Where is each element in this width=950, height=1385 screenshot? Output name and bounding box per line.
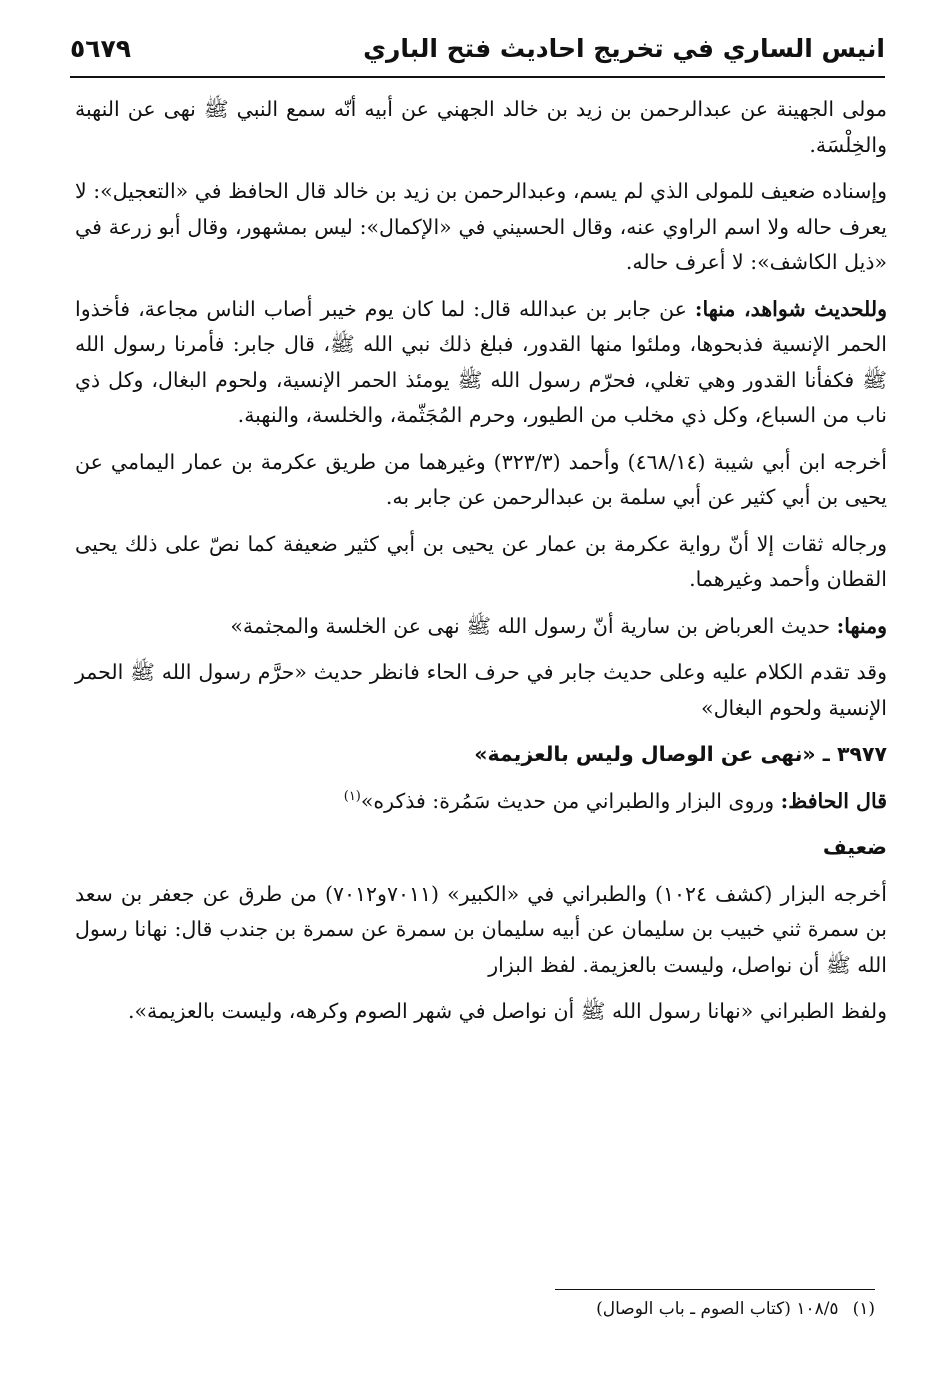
paragraph-hadith-continuation: مولى الجهينة عن عبدالرحمن بن زيد بن خالد الجهني عن أبيه أنّه سمع النبي ﷺ نهى عن النهبة والخِلْسَة. [75, 97, 887, 157]
paragraph-takhrij-bazzar: أخرجه البزار (كشف ١٠٢٤) والطبراني في «الكبير» (٧٠١١و٧٠١٢) من طرق عن جعفر بن سعد بن سمرة ثني خبيب بن سليمان عن أبيه سليمان بن سمرة عن سمرة بن جندب قال: نهانا رسول الله ﷺ أن نواصل، وليست بالعزيمة. لفظ البزار [75, 881, 887, 977]
supporting-narrations-text: عن جابر بن عبدالله قال: لما كان يوم خيبر أصاب الناس مجاعة، فأخذوا الحمر الإنسية فذبحوها، وملئوا منها القدور، فبلغ ذلك نبي الله ﷺ، قال جابر: فأمرنا رسول الله ﷺ فكفأنا القدور وهي تغلي، فحرّم رسول الله ﷺ يومئذ الحمر الإنسية، ولحوم البغال، وكل ذي ناب من السباع، وكل ذي مخلب من الطيور، وحرم المُجَثّمة، والخلسة، والنهبة. [75, 296, 887, 427]
paragraph-narrators-note: ورجاله ثقات إلا أنّ رواية عكرمة بن عمار عن يحيى بن أبي كثير ضعيفة كما نصّ على ذلك يحيى القطان وأحمد وغيرهما. [75, 531, 887, 591]
book-title: انيس الساري في تخريج احاديث فتح الباري [363, 34, 885, 63]
entry-heading-3977: ٣٩٧٧ ـ «نهى عن الوصال وليس بالعزيمة» [474, 742, 887, 766]
paragraph-isnad-assessment: وإسناده ضعيف للمولى الذي لم يسم، وعبدالرحمن بن زيد بن خالد قال الحافظ في «التعجيل»: لا يعرف حاله ولا اسم الراوي عنه، وقال الحسيني في «الإكمال»: ليس بمشهور، وقال أبو زرعة في «ذيل الكاشف»: لا أعرف حاله. [75, 179, 887, 274]
supporting-narrations-lead: وللحديث شواهد، منها: [694, 296, 887, 321]
footnote-number: (١) [852, 1299, 875, 1319]
irbad-text: حديث العرباض بن سارية أنّ رسول الله ﷺ نهى عن الخلسة والمجثمة» [230, 613, 837, 638]
paragraph-supporting-narrations [75, 292, 887, 434]
paragraph-takhrij-jabir: أخرجه ابن أبي شيبة (٤٦٨/١٤) وأحمد (٣٢٣/٣) وغيرهما من طريق عكرمة بن عمار اليمامي عن يحيى بن أبي كثير عن أبي سلمة بن عبدالرحمن عن جابر به. [75, 449, 887, 509]
running-header [70, 30, 885, 74]
hafiz-text: وروى البزار والطبراني من حديث سَمُرة: فذكره» [360, 788, 781, 813]
hadith-grade: ضعيف [822, 835, 887, 859]
hafiz-lead: قال الحافظ: [780, 788, 887, 813]
paragraph-tabarani-wording: ولفظ الطبراني «نهانا رسول الله ﷺ أن نواصل في شهر الصوم وكرهه، وليست بالعزيمة». [127, 999, 887, 1023]
footnote [275, 1296, 875, 1322]
paragraph-cross-reference: وقد تقدم الكلام عليه وعلى حديث جابر في حرف الحاء فانظر حديث «حرَّم رسول الله ﷺ الحمر الإنسية ولحوم البغال» [75, 660, 887, 720]
main-text [75, 92, 887, 1041]
page-number: ٥٦٧٩ [70, 34, 132, 63]
paragraph-irbad-narration [75, 609, 887, 645]
paragraph-hafiz-quote [75, 784, 887, 820]
irbad-lead: ومنها: [836, 613, 887, 638]
footnote-text: ١٠٨/٥ (كتاب الصوم ـ باب الوصال) [596, 1299, 839, 1319]
footnote-divider [555, 1289, 875, 1290]
footnote-reference[interactable]: (١) [343, 788, 361, 804]
header-divider [70, 76, 885, 78]
